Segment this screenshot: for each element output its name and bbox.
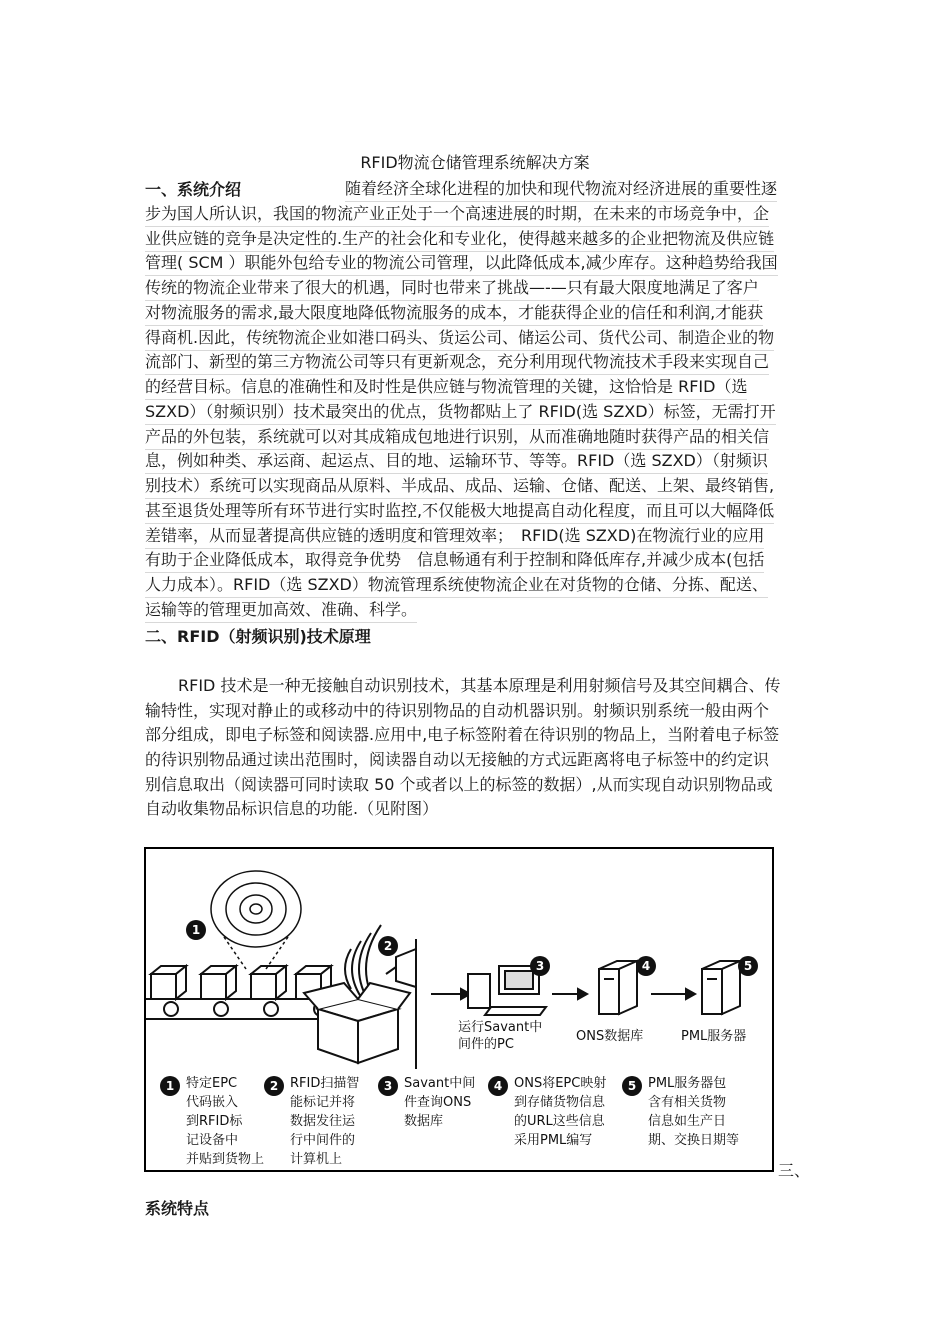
legend-text: 特定EPC 代码嵌入 到RFID标 记设备中 并贴到货物上 [186, 1076, 265, 1167]
legend-text: PML服务器包 含有相关货物 信息如生产日 期、交换日期等 [648, 1076, 740, 1148]
legend-number: 3 [378, 1076, 398, 1096]
legend-text: Savant中间 件查询ONS 数据库 [404, 1076, 476, 1129]
step-3-badge: 3 [530, 956, 550, 976]
paragraph-line: 部分组成，即电子标签和阅读器.应用中,电子标签附着在待识别的物品上，当附着电子标签 [145, 725, 780, 744]
paragraph-line: 随着经济全球化进程的加快和现代物流对经济进展的重要性逐 [345, 177, 777, 202]
rfid-diagram-figure [144, 847, 774, 1172]
document-title: RFID物流仓储管理系统解决方案 [360, 153, 590, 172]
paragraph-line: 差错率，从而显著提高供应链的透明度和管理效率； RFID(选 SZXD)在物流行业的应用 [145, 524, 764, 549]
paragraph-line: 甚至退货处理等所有环节进行实时监控,不仅能极大地提高自动化程度，而且可以大幅降低 [145, 499, 774, 524]
legend-text: ONS将EPC映射 到存储货物信息 的URL这些信息 采用PML编写 [514, 1076, 607, 1148]
paragraph-line: 管理( SCM ）职能外包给专业的物流公司管理，以此降低成本,减少库存。这种趋势给我国 [145, 251, 778, 276]
paragraph-line: 别技术）系统可以实现商品从原料、半成品、成品、运输、仓储、配送、上架、最终销售, [145, 474, 774, 499]
legend-number: 2 [264, 1076, 284, 1096]
paragraph-line: RFID 技术是一种无接触自动识别技术，其基本原理是利用射频信号及其空间耦合、传 [178, 676, 781, 695]
paragraph-line: SZXD）（射频识别）技术最突出的优点，货物都贴上了 RFID(选 SZXD）标签，无需打开 [145, 400, 776, 425]
paragraph-line: 产品的外包装，系统就可以对其成箱成包地进行识别，从而准确地随时获得产品的相关信 [145, 425, 769, 450]
pml-server-icon [702, 961, 740, 1014]
section-2-heading: 二、RFID（射频识别)技术原理 [145, 627, 371, 646]
paragraph-line: 人力成本）。RFID（选 SZXD）物流管理系统使物流企业在对货物的仓储、分拣、配送、 [145, 573, 768, 598]
paragraph-line: 运输等的管理更加高效、准确、科学。 [145, 598, 417, 623]
ons-label: ONS数据库 [576, 1029, 644, 1044]
open-box-icon [304, 983, 410, 1063]
section-1-heading: 一、系统介绍 [145, 180, 242, 199]
step-5-badge: 5 [738, 956, 758, 976]
paragraph-line: 对物流服务的需求,最大限度地降低物流服务的成本，才能获得企业的信任和利润,才能获 [145, 301, 763, 326]
paragraph-line: 自动收集物品标识信息的功能.（见附图） [145, 799, 439, 818]
paragraph-line: 得商机.因此，传统物流企业如港口码头、货运公司、储运公司、货代公司、制造企业的物 [145, 326, 774, 351]
legend-number: 1 [160, 1076, 180, 1096]
paragraph-line: 有助于企业降低成本，取得竞争优势 信息畅通有利于控制和降低库存,并减少成本(包括 [145, 548, 764, 573]
paragraph-line: 传统的物流企业带来了很大的机遇，同时也带来了挑战—-—只有最大限度地满足了客户 [145, 276, 759, 301]
section-3-heading-prefix: 三、 [778, 1161, 811, 1180]
paragraph-line: 的待识别物品通过读出范围时，阅读器自动以无接触的方式远距离将电子标签中的约定识 [145, 750, 770, 769]
legend-number: 5 [622, 1076, 642, 1096]
pml-label: PML服务器 [681, 1029, 747, 1044]
paragraph-line: 的经营目标。信息的准确性和及时性是供应链与物流管理的关键，这恰恰是 RFID（选 [145, 375, 747, 400]
rfid-tag-magnifier-icon [211, 871, 301, 969]
step-2-badge: 2 [378, 936, 398, 956]
step-1-badge: 1 [186, 920, 206, 940]
paragraph-line: 输特性，实现对静止的或移动中的待识别物品的自动机器识别。射频识别系统一般由两个 [145, 701, 770, 720]
paragraph-line: 别信息取出（阅读器可同时读取 50 个或者以上的标签的数据）,从而实现自动识别物品或 [145, 775, 773, 794]
legend-number: 4 [488, 1076, 508, 1096]
section-3-heading: 系统特点 [145, 1199, 210, 1218]
step-4-badge: 4 [636, 956, 656, 976]
paragraph-line: 流部门、新型的第三方物流公司等只有更新观念，充分利用现代物流技术手段来实现自己 [145, 350, 769, 375]
paragraph-line: 业供应链的竞争是决定性的.生产的社会化和专业化，使得越来越多的企业把物流及供应链 [145, 227, 774, 252]
legend-text: RFID扫描智 能标记并将 数据发往运 行中间件的 计算机上 [290, 1076, 360, 1167]
paragraph-line: 息，例如种类、承运商、起运点、目的地、运输环节、等等。RFID（选 SZXD）（射频识 [145, 449, 768, 474]
ons-server-icon [599, 961, 637, 1014]
paragraph-line: 步为国人所认识，我国的物流产业正处于一个高速进展的时期，在未来的市场竞争中，企 [145, 202, 769, 227]
pc-label: 运行Savant中 间件的PC [458, 1020, 543, 1052]
